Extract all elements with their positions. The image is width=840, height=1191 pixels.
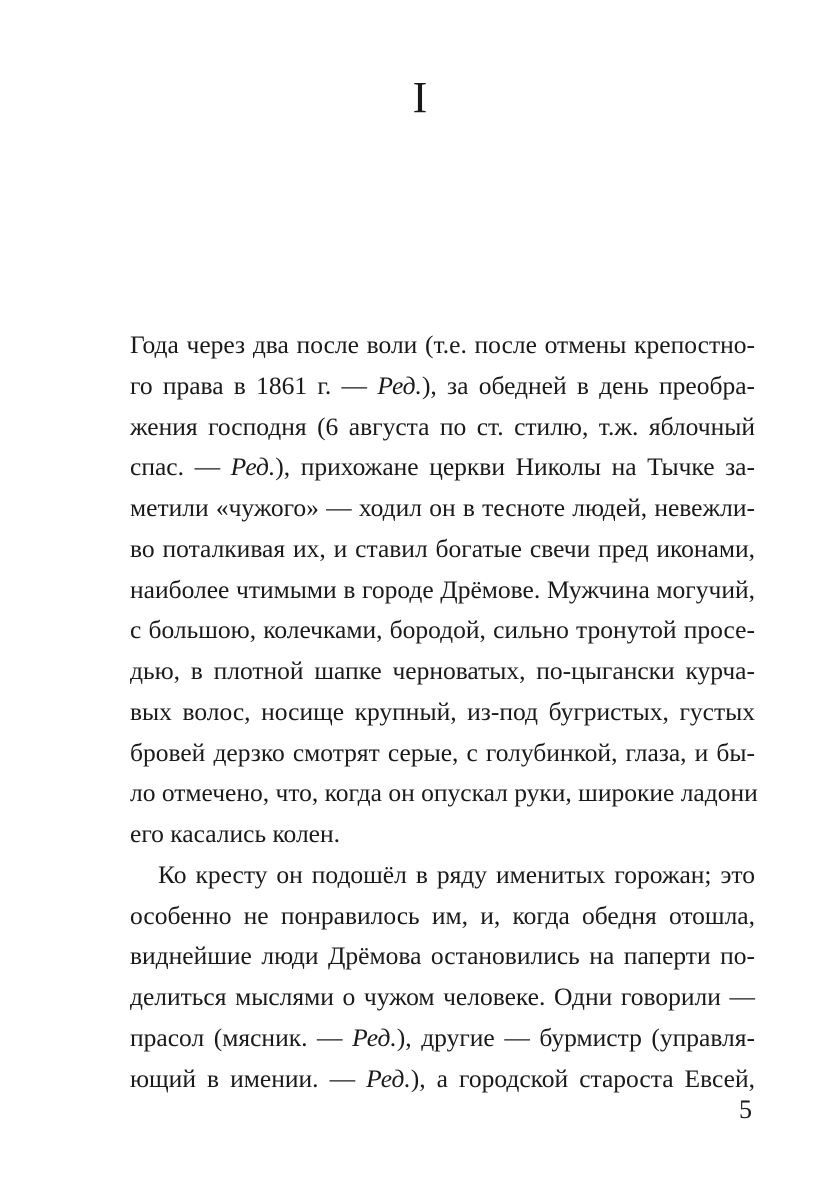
text-line: дью, в плотной шапке черноватых, по-цыгански курча- bbox=[130, 656, 755, 685]
text-line: виднейшие люди Дрёмова остановились на паперти по- bbox=[130, 941, 755, 971]
text-line: Года через два после воли (т.е. после отмены крепостно- bbox=[130, 330, 755, 359]
text-line: наиболее чтимыми в городе Дрёмове. Мужчина могучий, bbox=[130, 574, 755, 604]
text-line: вых волос, носище крупный, из-под бугристых, густых bbox=[130, 696, 755, 726]
text-line: ло отмечено, что, когда он опускал руки, широкие ладони bbox=[130, 778, 758, 808]
page-number: 5 bbox=[739, 1095, 752, 1124]
text-line: делиться мыслями о чужом человеке. Одни говорили — bbox=[130, 982, 755, 1011]
text-line: Ко кресту он подошёл в ряду именитых горожан; это bbox=[158, 859, 755, 889]
text-line: жения господня (6 августа по ст. стилю, т.ж. яблочный bbox=[130, 411, 755, 441]
chapter-title: I bbox=[412, 73, 428, 122]
text-line: го права в 1861 г. — Ред.), за обедней в день преобра- bbox=[130, 370, 756, 400]
text-line: особенно не понравилось им, и, когда обедня отошла, bbox=[130, 900, 755, 930]
text-line: во поталкивая их, и ставил богатые свечи пред иконами, bbox=[130, 533, 755, 563]
text-line: метили «чужого» — ходил он в тесноте людей, невежли- bbox=[130, 493, 755, 522]
text-line: с большою, колечками, бородой, сильно тронутой просе- bbox=[130, 615, 755, 645]
text-line: бровей дерзко смотрят серые, с голубинкой, глаза, и бы- bbox=[130, 737, 755, 767]
text-line: прасол (мясник. — Ред.), другие — бурмистр (управля- bbox=[130, 1022, 755, 1052]
paragraph-1 bbox=[130, 325, 758, 855]
text-line: ющий в имении. — Ред.), а городской староста Евсей, bbox=[130, 1063, 755, 1093]
text-line: его касались колен. bbox=[130, 819, 341, 848]
paragraph-2 bbox=[130, 855, 755, 1100]
text-line: спас. — Ред.), прихожане церкви Николы на Тычке за- bbox=[130, 452, 755, 482]
body-text bbox=[130, 325, 758, 1099]
